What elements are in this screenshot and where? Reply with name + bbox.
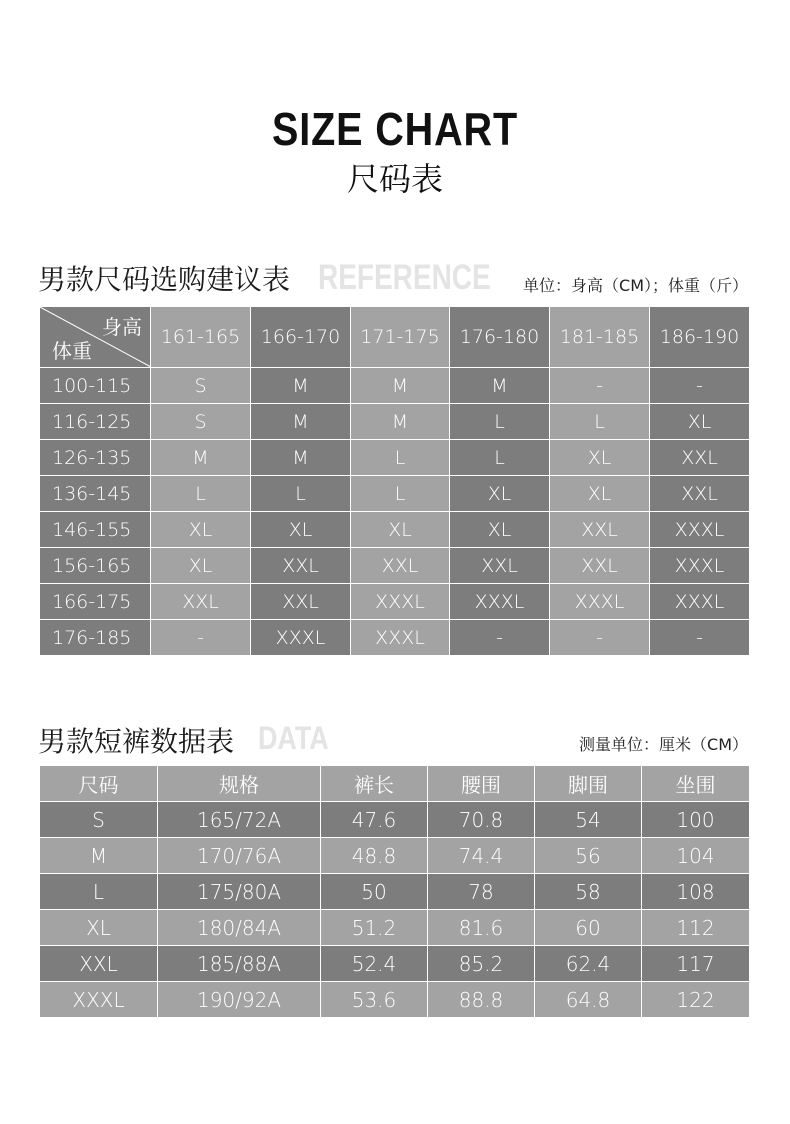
- data-cell: 47.6: [321, 802, 428, 838]
- size-cell: XXL: [650, 476, 750, 512]
- size-cell: XL: [351, 512, 450, 548]
- data-cell: 64.8: [535, 982, 642, 1018]
- size-cell: M: [251, 440, 351, 476]
- size-cell: L: [550, 404, 650, 440]
- weight-row-label: 156-165: [40, 548, 151, 584]
- data-cell: 165/72A: [158, 802, 321, 838]
- weight-row-label: 126-135: [40, 440, 151, 476]
- data-cell: 48.8: [321, 838, 428, 874]
- height-column-header: 186-190: [650, 307, 750, 368]
- weight-row-label: 136-145: [40, 476, 151, 512]
- size-cell: XXXL: [650, 584, 750, 620]
- data-cell: XXL: [40, 946, 158, 982]
- size-cell: L: [251, 476, 351, 512]
- data-cell: 54: [535, 802, 642, 838]
- data-cell: 56: [535, 838, 642, 874]
- data-cell: 88.8: [428, 982, 535, 1018]
- data-cell: 81.6: [428, 910, 535, 946]
- data-row: [40, 874, 750, 910]
- size-cell: XXL: [550, 512, 650, 548]
- data-header-row: [40, 766, 750, 802]
- size-cell: XXL: [650, 440, 750, 476]
- data-cell: 185/88A: [158, 946, 321, 982]
- height-column-header: 181-185: [550, 307, 650, 368]
- reference-header-row: [40, 307, 750, 368]
- size-cell: L: [450, 440, 550, 476]
- height-column-header: 176-180: [450, 307, 550, 368]
- size-cell: L: [151, 476, 251, 512]
- reference-row: [40, 476, 750, 512]
- reference-row: [40, 548, 750, 584]
- data-cell: 70.8: [428, 802, 535, 838]
- data-cell: 117: [642, 946, 750, 982]
- data-column-header: 坐围: [642, 766, 750, 802]
- data-cell: 52.4: [321, 946, 428, 982]
- size-cell: M: [450, 368, 550, 404]
- size-cell: XXL: [351, 548, 450, 584]
- data-row: [40, 802, 750, 838]
- data-cell: 74.4: [428, 838, 535, 874]
- size-cell: XXL: [251, 584, 351, 620]
- size-reference-table: [39, 306, 750, 656]
- weight-row-label: 100-115: [40, 368, 151, 404]
- size-cell: -: [550, 620, 650, 656]
- size-cell: XL: [151, 512, 251, 548]
- reference-row: [40, 404, 750, 440]
- size-cell: XL: [550, 476, 650, 512]
- data-cell: L: [40, 874, 158, 910]
- size-cell: XXXL: [351, 620, 450, 656]
- data-row: [40, 910, 750, 946]
- data-cell: 104: [642, 838, 750, 874]
- data-column-header: 裤长: [321, 766, 428, 802]
- size-cell: XXL: [550, 548, 650, 584]
- size-cell: M: [251, 404, 351, 440]
- size-cell: M: [351, 368, 450, 404]
- size-cell: L: [450, 404, 550, 440]
- data-cell: 50: [321, 874, 428, 910]
- size-cell: XL: [550, 440, 650, 476]
- page-title: SIZE CHART: [272, 103, 518, 155]
- size-cell: M: [251, 368, 351, 404]
- reference-row: [40, 512, 750, 548]
- size-cell: XL: [650, 404, 750, 440]
- size-cell: S: [151, 404, 251, 440]
- size-cell: -: [650, 368, 750, 404]
- size-cell: XL: [151, 548, 251, 584]
- size-cell: -: [151, 620, 251, 656]
- size-cell: XXL: [251, 548, 351, 584]
- page-subtitle: 尺码表: [346, 160, 443, 198]
- shorts-data-table: [39, 765, 750, 1018]
- data-cell: XL: [40, 910, 158, 946]
- data-cell: 180/84A: [158, 910, 321, 946]
- size-cell: XL: [251, 512, 351, 548]
- size-cell: XXL: [450, 548, 550, 584]
- data-en-watermark: DATA: [258, 720, 329, 756]
- size-cell: -: [650, 620, 750, 656]
- data-cell: 122: [642, 982, 750, 1018]
- size-cell: L: [351, 476, 450, 512]
- size-cell: XXXL: [251, 620, 351, 656]
- data-cell: M: [40, 838, 158, 874]
- data-column-header: 规格: [158, 766, 321, 802]
- height-column-header: 161-165: [151, 307, 251, 368]
- size-cell: XXL: [151, 584, 251, 620]
- reference-unit: 单位：身高（CM）；体重（斤）: [523, 276, 748, 295]
- size-cell: XXXL: [550, 584, 650, 620]
- data-column-header: 脚围: [535, 766, 642, 802]
- data-cell: 53.6: [321, 982, 428, 1018]
- data-column-header: 腰围: [428, 766, 535, 802]
- data-unit: 测量单位：厘米（CM）: [579, 735, 748, 754]
- reference-row: [40, 368, 750, 404]
- data-cell: 60: [535, 910, 642, 946]
- data-cell: 62.4: [535, 946, 642, 982]
- size-cell: XL: [450, 512, 550, 548]
- size-cell: XXXL: [351, 584, 450, 620]
- data-cell: 58: [535, 874, 642, 910]
- data-cell: XXXL: [40, 982, 158, 1018]
- size-cell: XXXL: [650, 548, 750, 584]
- data-row: [40, 946, 750, 982]
- size-cell: XXXL: [650, 512, 750, 548]
- data-title: 男款短裤数据表: [38, 725, 235, 758]
- size-cell: M: [351, 404, 450, 440]
- weight-row-label: 146-155: [40, 512, 151, 548]
- reference-row: [40, 584, 750, 620]
- data-cell: 108: [642, 874, 750, 910]
- reference-row: [40, 620, 750, 656]
- data-column-header: 尺码: [40, 766, 158, 802]
- data-cell: 78: [428, 874, 535, 910]
- data-row: [40, 838, 750, 874]
- size-cell: M: [151, 440, 251, 476]
- data-cell: 85.2: [428, 946, 535, 982]
- data-cell: 112: [642, 910, 750, 946]
- corner-cell: [40, 307, 151, 368]
- size-cell: S: [151, 368, 251, 404]
- corner-weight-label: 体重: [52, 339, 92, 363]
- size-cell: XL: [450, 476, 550, 512]
- data-cell: S: [40, 802, 158, 838]
- reference-row: [40, 440, 750, 476]
- data-cell: 175/80A: [158, 874, 321, 910]
- size-cell: L: [351, 440, 450, 476]
- height-column-header: 166-170: [251, 307, 351, 368]
- height-column-header: 171-175: [351, 307, 450, 368]
- data-cell: 51.2: [321, 910, 428, 946]
- data-cell: 100: [642, 802, 750, 838]
- data-cell: 190/92A: [158, 982, 321, 1018]
- corner-height-label: 身高: [102, 315, 142, 339]
- size-cell: -: [550, 368, 650, 404]
- size-cell: -: [450, 620, 550, 656]
- weight-row-label: 166-175: [40, 584, 151, 620]
- weight-row-label: 116-125: [40, 404, 151, 440]
- reference-en-watermark: REFERENCE: [318, 258, 491, 297]
- data-row: [40, 982, 750, 1018]
- weight-row-label: 176-185: [40, 620, 151, 656]
- reference-title: 男款尺码选购建议表: [38, 263, 291, 296]
- size-cell: XXXL: [450, 584, 550, 620]
- data-cell: 170/76A: [158, 838, 321, 874]
